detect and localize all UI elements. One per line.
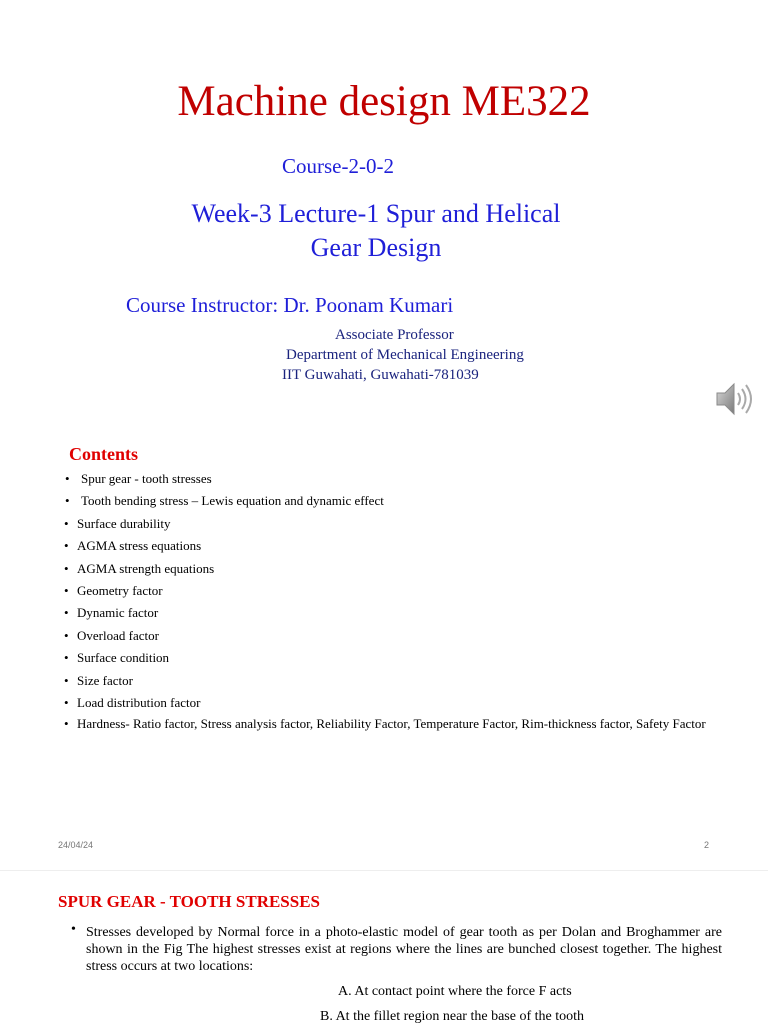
section-heading: SPUR GEAR - TOOTH STRESSES bbox=[58, 892, 321, 911]
list-item: • Overload factor bbox=[64, 627, 159, 643]
list-item: • Geometry factor bbox=[64, 582, 163, 598]
list-item: • AGMA stress equations bbox=[64, 538, 202, 554]
page-divider bbox=[0, 870, 768, 871]
slide-title: Machine design ME322 bbox=[177, 78, 591, 125]
instructor-designation: Associate Professor bbox=[335, 327, 454, 343]
list-item: • Size factor bbox=[64, 672, 133, 688]
course-instructor: Course Instructor: Dr. Poonam Kumari bbox=[126, 293, 454, 317]
list-item: • Surface condition bbox=[64, 650, 170, 666]
list-item: • Load distribution factor bbox=[64, 694, 201, 710]
list-item: • Spur gear - tooth stresses bbox=[65, 471, 212, 486]
stress-location-b: B. At the fillet region near the base of the tooth bbox=[320, 1009, 584, 1024]
list-item: • Surface durability bbox=[64, 515, 171, 531]
speaker-icon[interactable] bbox=[714, 380, 756, 418]
list-item: • Tooth bending stress – Lewis equation and dynamic effect bbox=[65, 493, 384, 509]
list-item: • Hardness- Ratio factor, Stress analysis factor, Reliability Factor, Temperature Factor, Rim-thickness factor, Safety Factor bbox=[64, 716, 706, 732]
instructor-department: Department of Mechanical Engineering bbox=[286, 347, 524, 363]
bullet: • bbox=[71, 922, 76, 937]
contents-list bbox=[63, 470, 715, 732]
list-item: • AGMA strength equations bbox=[64, 560, 215, 576]
lecture-title-line-2: Gear Design bbox=[310, 233, 442, 262]
instructor-institute: IIT Guwahati, Guwahati-781039 bbox=[282, 367, 479, 383]
lecture-title-line-1: Week-3 Lecture-1 Spur and Helical bbox=[191, 199, 561, 228]
slide-date: 24/04/24 bbox=[58, 840, 94, 850]
stress-location-a: A. At contact point where the force F acts bbox=[338, 984, 572, 999]
list-item: • Dynamic factor bbox=[64, 605, 159, 621]
contents-heading: Contents bbox=[69, 444, 139, 464]
page-number: 2 bbox=[704, 840, 710, 850]
course-code: Course-2-0-2 bbox=[282, 154, 394, 178]
body-paragraph: Stresses developed by Normal force in a photo-elastic model of gear tooth as per Dolan and Broghammer are shown in the Fig The highest stresses exist at regions where the lines are bunched closest together. The highest stress occurs at two locations: bbox=[86, 925, 722, 974]
